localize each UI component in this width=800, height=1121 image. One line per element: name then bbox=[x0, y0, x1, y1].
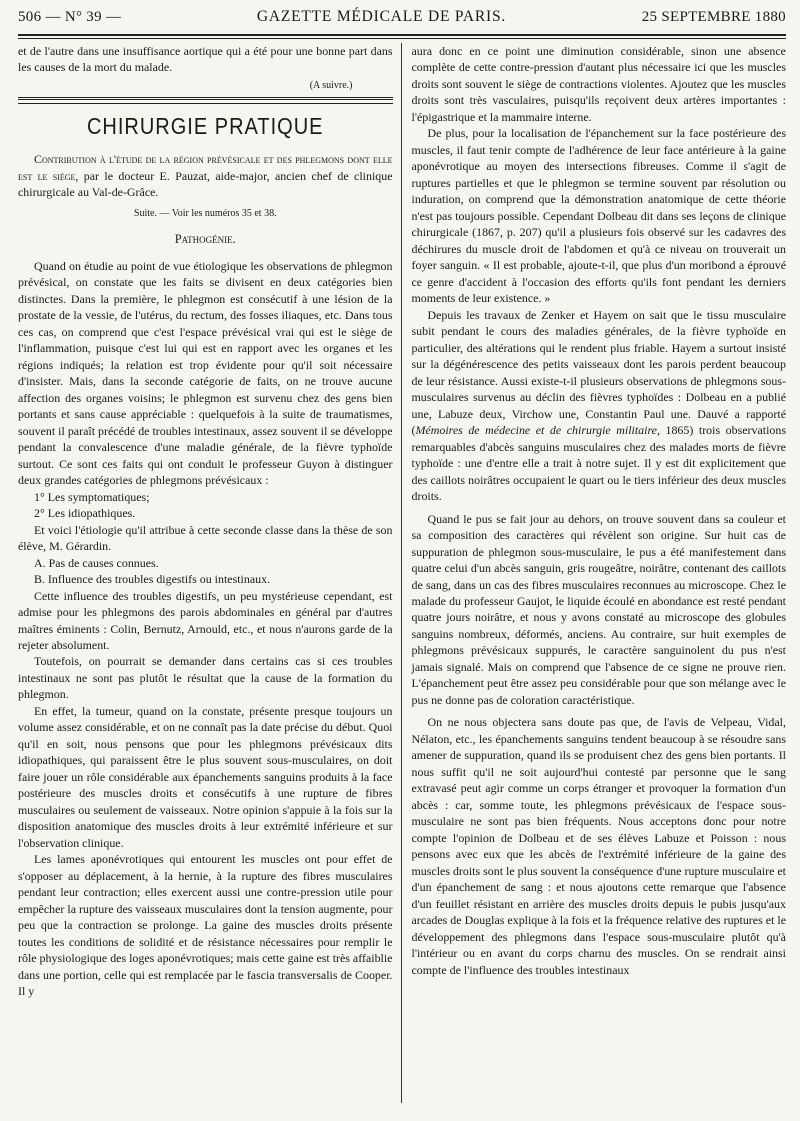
paragraph: De plus, pour la localisation de l'épanchement sur la face postérieure des muscles, il faut tenir compte de l'adhérence de leur face antérieure à la gaine aponévrotique au moyen des intersections fibreuses. Comme il s'agit de ruptures partielles et que le phlegmon se termine souvent par résolution ou induration, on comprend que la démonstration anatomique de cette théorie n'est pas toujours possible. Cependant Dolbeau dit dans ses leçons de clinique chirurgicale (1867, p. 207) qu'il a plusieurs fois observé sur les cadavres des déchirures du muscle droit de l'abdomen et qu'à ce niveau on trouverait un foyer sanguin. « Il est probable, ajoute-t-il, que plus d'un moribond a éprouvé ce genre d'accident à l'occasion des efforts qu'ils font pendant les derniers moments de leur existence. » bbox=[411, 126, 786, 306]
article-columns bbox=[18, 43, 786, 1103]
page-number: 506 — N° 39 — bbox=[18, 9, 122, 25]
suite-note: Suite. — Voir les numéros 35 et 38. bbox=[133, 207, 277, 219]
paragraph: En effet, la tumeur, quand on la constate, présente presque toujours un volume assez considérable, et on ne connaît pas la date précise du début. Quoi qu'il en soit, nous pensons que pour les phlegmons prévésicaux dits idiopathiques, qui paraissent être le plus souvent sous-musculaires, on doit faire jouer un rôle considérable aux épanchements sanguins produits à la face postérieure des muscles droits et consécutifs à une rupture de fibres musculaires ou seulement de vaisseaux. Notre opinion s'appuie à la fois sur la disposition anatomique des muscles droits à leur extrémité inférieure et sur l'observation clinique. bbox=[18, 703, 393, 850]
article-title-main: Contribution à l'étude de la région prévésicale et des phlegmons dont elle est le siège, bbox=[18, 152, 393, 183]
a-suivre-note: (A suivre.) bbox=[309, 79, 353, 91]
paragraph: Quand on étudie au point de vue étiologique les observations de phlegmon prévésical, on constate que les faits se divisent en deux catégories bien distinctes. Dans la première, le phlegmon est consécutif à une lésion de la prostate de la vessie, de l'utérus, du rectum, des fosses iliaques, etc. Dans tous ces cas, on comprend que c'est l'espace prévésical vrai qui est le siège de l'inflammation, puisque c'est lui qui est en rapport avec les organes et les régions indiqués; la relation est trop évidente pour qu'il soit nécessaire d'insister. Mais, dans la seconde catégorie de faits, on ne trouve aucune affection des organes voisins; le phlegmon est survenu chez des gens bien portants et sans cause appréciable : quelquefois à la suite de traumatismes, souvent il paraît précédé de troubles intestinaux, assez souvent il se développe pendant la convalescence d'une maladie générale, de la fièvre typhoïde surtout. Ce sont ces faits qui ont conduit le professeur Guyon à distinguer deux grandes catégories de phlegmons prévésicaux : bbox=[18, 258, 393, 488]
list-item: B. Influence des troubles digestifs ou intestinaux. bbox=[34, 572, 271, 587]
paragraph: Les lames aponévrotiques qui entourent les muscles ont pour effet de s'opposer au déplacement, à la hernie, à la rupture des fibres musculaires pendant leur contraction; elles exercent aussi une contre-pression utile pour empêcher la rupture des vaisseaux musculaires dont la tension augmente, pour peu que la contraction se prolonge. La gaine des muscles droits présente toutes les conditions de solidité et de résistance nécessaires pour remplir le rôle physiologique des loges aponévrotiques; mais cette gaine est très affaiblie dans une portion, celle qui est remplacée par le fascia transversalis de Cooper. Il y bbox=[18, 852, 393, 999]
subheading-pathogenie: Pathogénie. bbox=[174, 231, 236, 246]
paragraph: Depuis les travaux de Zenker et Hayem on sait que le tissu musculaire subit pendant le cours des maladies générales, de la fièvre typhoïde en particulier, des altérations qui le rendent plus friable. Hayem a surtout insisté sur la dégénérescence des petits vaisseaux dont les parois perdent beaucoup de leur résistance. Aussi existe-t-il plusieurs observations de phlegmons sous-musculaires survenus au déclin des fièvres typhoïdes : Dolbeau en a publié une, Labuze deux, Virchow une, Constantin Paul une. Dauvé a rapporté (Mémoires de médecine et de chirurgie militaire, 1865) trois observations remarquables d'abcès sanguins musculaires chez des malades morts de fièvre typhoïde : une d'entre elle a trait à notre sujet. Il y est dit explicitement que des caillots noirâtres occupaient le quart ou le tiers inférieur des deux muscles droits. bbox=[411, 307, 786, 504]
header-rule-thin bbox=[18, 38, 786, 39]
paragraph: aura donc en ce point une diminution considérable, sinon une absence complète de cette contre-pression d'autant plus nécessaire ici que les muscles droits sont souvent le siège de contractions violentes. Ajoutez que les muscles droits sont très vasculaires, puisqu'ils reçoivent deux artères importantes : l'épigastrique et la mammaire interne. bbox=[411, 44, 786, 124]
right-column bbox=[401, 43, 787, 1103]
paragraph: On ne nous objectera sans doute pas que, de l'avis de Velpeau, Vidal, Nélaton, etc., les épanchements sanguins tendent beaucoup à se résoudre sans amener de suppuration, quand ils se produisent chez des gens bien portants. Il nous suffit qu'il ne soit aujourd'hui contesté par personne que le sang extravasé peut agir comme un corps étranger et provoquer la formation d'un abcès : car, somme toute, les phlegmons prévésicaux de l'espace sous-musculaire ne sont pas bien fréquents. Nous acceptons donc pour notre compte l'opinion de Dolbeau et de ses élèves Labuze et Poisson : nous pensons avec eux que les abcès de l'extrémité inférieure de la gaine des muscles droits sont le plus souvent la conséquence d'une rupture musculaire et d'un épanchement de sang : et nous ajoutons cette remarque que l'absence d'un feuillet résistant en arrière des muscles droits depuis le pubis jusqu'aux arcades de Douglas explique à la fois et la fréquence relative des ruptures et le développement des phlegmons dans l'espace sous-musculaire plutôt qu'à l'intérieur ou en avant du corps charnu des muscles. On se rendrait ainsi compte de l'influence des troubles intestinaux bbox=[411, 715, 786, 977]
section-rule bbox=[18, 97, 393, 104]
paragraph: Cette influence des troubles digestifs, un peu mystérieuse cependant, est admise pour les phlegmons des parois abdominales en général par d'autres maîtres éminents : Colin, Bernutz, Arnould, etc., et nous n'aurons garde de la rejeter absolument. bbox=[18, 588, 393, 652]
left-column bbox=[18, 43, 401, 1103]
paragraph: Toutefois, on pourrait se demander dans certains cas si ces troubles intestinaux ne sont pas plutôt le résultat que la cause de la formation du phlegmon. bbox=[18, 654, 393, 702]
previous-article-end: et de l'autre dans une insuffisance aortique qui a été pour une bonne part dans les causes de la mort du malade. bbox=[18, 44, 393, 75]
list-item: 2° Les idiopathiques. bbox=[34, 506, 136, 521]
header-rule bbox=[18, 34, 786, 36]
issue-date: 25 SEPTEMBRE 1880 bbox=[641, 9, 786, 25]
page-header bbox=[18, 8, 786, 30]
article-title bbox=[18, 151, 393, 200]
cited-journal: Mémoires de médecine et de chirurgie militaire bbox=[415, 423, 657, 438]
list-item: 1° Les symptomatiques; bbox=[34, 489, 150, 504]
journal-title: GAZETTE MÉDICALE DE PARIS. bbox=[256, 8, 507, 25]
article-title-author: par le docteur E. Pauzat, aide-major, ancien chef de clinique chirurgicale au Val-de-Grâce. bbox=[18, 168, 393, 200]
paragraph: Et voici l'étiologie qu'il attribue à cette seconde classe dans la thèse de son élève, M. Gérardin. bbox=[18, 522, 393, 554]
newspaper-page bbox=[18, 8, 786, 1113]
paragraph: Quand le pus se fait jour au dehors, on trouve souvent dans sa couleur et sa composition des caractères qui révèlent son origine. Sur huit cas de suppuration de phlegmon sous-musculaire, le pus a été manifestement dans quatre celui d'un abcès sanguin, gris rougeâtre, noirâtre, contenant des caillots de sang, dans un cas des fibres musculaires reconnues au microscope. Chez le malade du professeur Gaujot, le liquide écoulé en abondance est resté pendant quatre jours noirâtre, et nous y avons constaté au microscope des globules sanguins nombreux, déformés, anciens. Au contraire, sur huit exemples de phlegmons prévésicaux suppurés, le caractère sanguinolent du pus n'est jamais signalé. Mais on comprend que l'absence de ce signe ne prouve rien. L'épanchement peut être assez peu considérable pour que son mélange avec le pus ne donne pas de coloration caractéristique. bbox=[411, 511, 786, 707]
list-item: A. Pas de causes connues. bbox=[34, 555, 159, 570]
section-title: CHIRURGIE PRATIQUE bbox=[86, 113, 324, 140]
